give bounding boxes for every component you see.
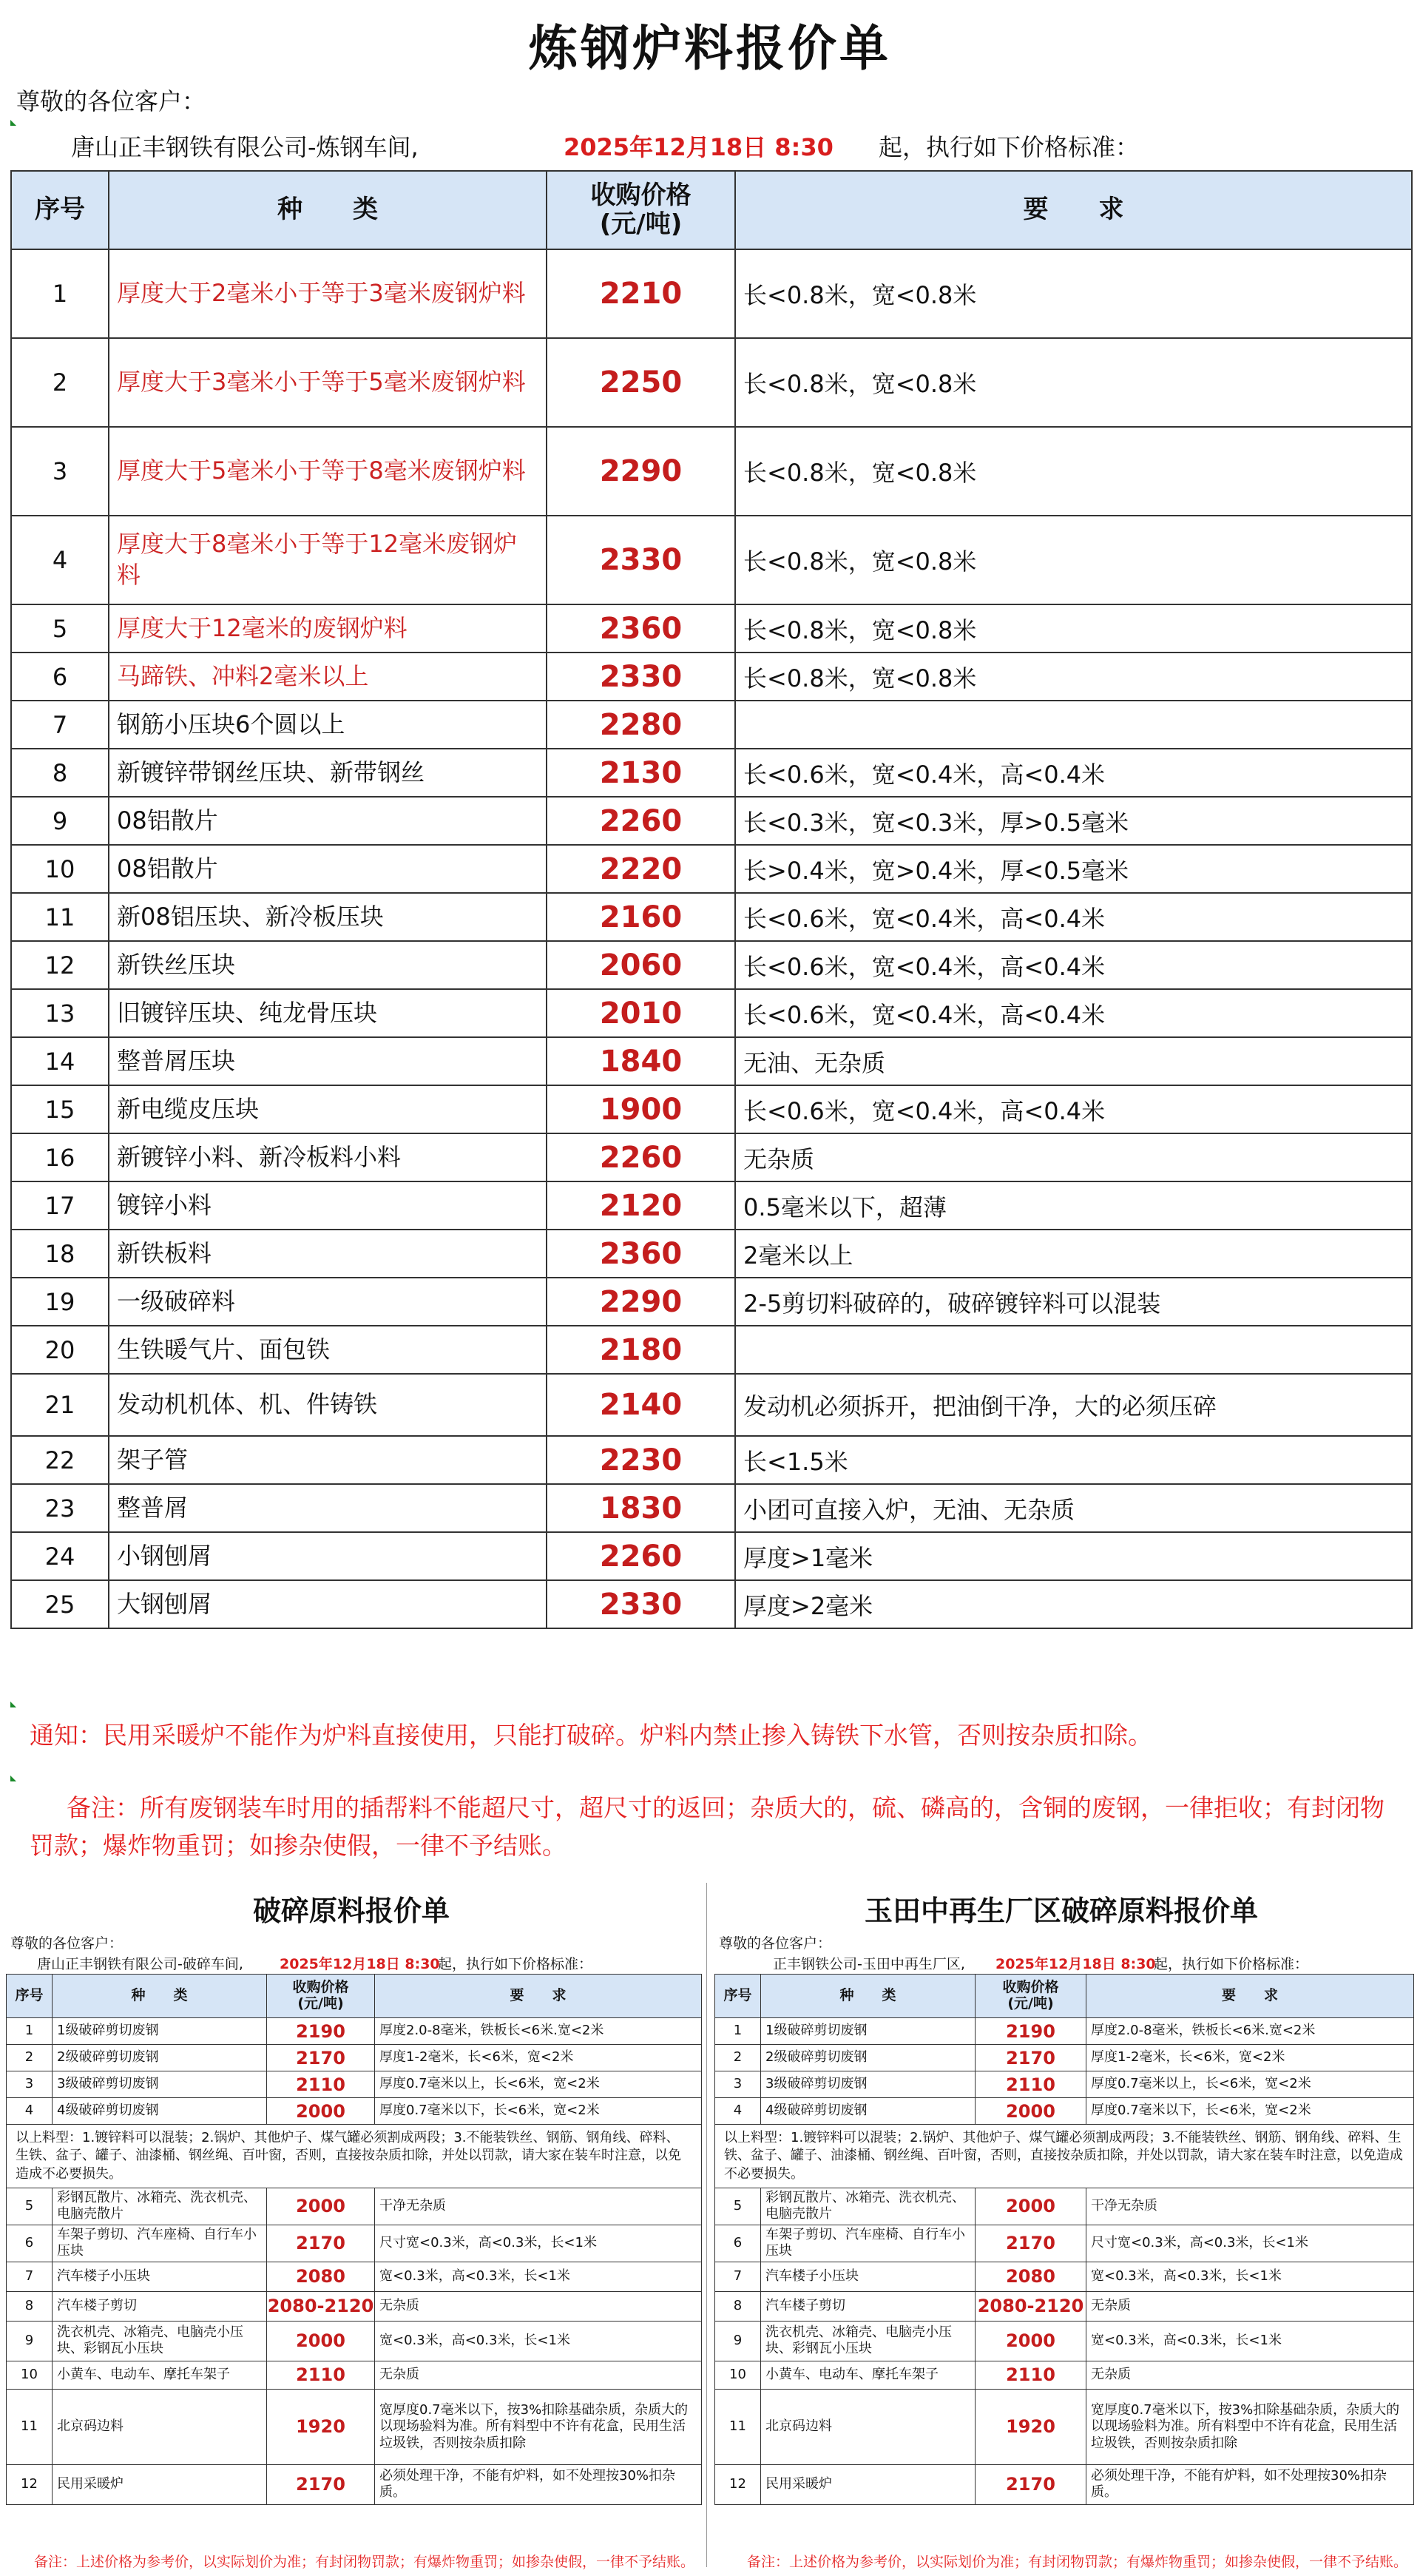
requirement-text: 必须处理干净，不能有炉料，如不处理按30%扣杂质。 — [1086, 2464, 1414, 2504]
price-value: 2360 — [547, 604, 735, 653]
table-row — [11, 1436, 1412, 1484]
requirement-text: 宽<0.3米，高<0.3米，长<1米 — [375, 2321, 702, 2361]
table-row — [11, 797, 1412, 845]
requirement-text: 长<0.6米，宽<0.4米，高<0.4米 — [735, 989, 1412, 1037]
table-row — [11, 427, 1412, 516]
table-row — [11, 989, 1412, 1037]
requirement-text: 厚度0.7毫米以上，长<6米，宽<2米 — [375, 2071, 702, 2098]
table-row — [7, 2291, 702, 2321]
requirement-text: 长<0.6米，宽<0.4米，高<0.4米 — [735, 941, 1412, 989]
right-table-header — [715, 1975, 1414, 2018]
row-number: 12 — [715, 2464, 761, 2504]
row-number: 3 — [11, 427, 109, 516]
requirement-text: 厚度1-2毫米，长<6米，宽<2米 — [1086, 2045, 1414, 2071]
material-name: 汽车楼子剪切 — [761, 2291, 976, 2321]
requirement-text: 长<0.8米，宽<0.8米 — [735, 653, 1412, 701]
requirement-text: 无杂质 — [375, 2361, 702, 2389]
table-row — [11, 1484, 1412, 1532]
left-sheet-company: 唐山正丰钢铁有限公司-破碎车间, — [37, 1956, 243, 1972]
requirement-text: 长<0.6米，宽<0.4米，高<0.4米 — [735, 1085, 1412, 1133]
table-row — [11, 1085, 1412, 1133]
table-row — [715, 2321, 1414, 2361]
row-number: 21 — [11, 1374, 109, 1436]
requirement-text: 干净无杂质 — [375, 2188, 702, 2225]
table-row — [11, 941, 1412, 989]
row-number: 4 — [7, 2098, 53, 2125]
material-name: 08铝散片 — [109, 797, 547, 845]
material-name: 架子管 — [109, 1436, 547, 1484]
row-number: 1 — [11, 249, 109, 338]
table-row — [7, 2389, 702, 2464]
price-value: 2000 — [267, 2188, 375, 2225]
material-name: 新镀锌小料、新冷板料小料 — [109, 1133, 547, 1181]
cell-marker-icon — [10, 1702, 16, 1707]
price-value: 2170 — [976, 2464, 1086, 2504]
requirement-text: 长<0.8米，宽<0.8米 — [735, 604, 1412, 653]
price-value: 2250 — [547, 338, 735, 427]
material-name: 2级破碎剪切废钢 — [53, 2045, 267, 2071]
material-name: 马蹄铁、冲料2毫米以上 — [109, 653, 547, 701]
table-row — [715, 2018, 1414, 2045]
requirement-text: 无杂质 — [735, 1133, 1412, 1181]
requirement-text: 宽<0.3米，高<0.3米，长<1米 — [1086, 2321, 1414, 2361]
material-name: 洗衣机壳、冰箱壳、电脑壳小压块、彩钢瓦小压块 — [53, 2321, 267, 2361]
requirement-text: 0.5毫米以下，超薄 — [735, 1181, 1412, 1230]
price-value: 2110 — [267, 2071, 375, 2098]
row-number: 9 — [715, 2321, 761, 2361]
price-value: 2170 — [976, 2225, 1086, 2262]
notice-text: 通知：民用采暖炉不能作为炉料直接使用，只能打破碎。炉料内禁止掺入铸铁下水管，否则按杂质扣除。 — [30, 1721, 1152, 1750]
requirement-text: 2-5剪切料破碎的，破碎镀锌料可以混装 — [735, 1278, 1412, 1326]
row-number: 13 — [11, 989, 109, 1037]
table-row — [11, 653, 1412, 701]
effective-suffix: 起，执行如下价格标准： — [879, 133, 1140, 161]
table-row — [7, 2045, 702, 2071]
requirement-text — [735, 1326, 1412, 1374]
price-value: 2180 — [547, 1326, 735, 1374]
row-number: 5 — [7, 2188, 53, 2225]
requirement-text: 宽厚度0.7毫米以下，按3%扣除基础杂质，杂质大的以现场验料为准。所有料型中不许有花盒，民用生活垃圾铁，否则按杂质扣除 — [375, 2389, 702, 2464]
materials-note: 以上料型：1.镀锌料可以混装；2.锅炉、其他炉子、煤气罐必须割成两段；3.不能装铁丝、钢筋、钢角线、碎料、生铁、盆子、罐子、油漆桶、钢丝绳、百叶窗，否则，直接按杂质扣除，并处以罚款，请大家在装车时注意，以免造成不必要损失。 — [715, 2125, 1414, 2188]
left-sheet-title: 破碎原料报价单 — [252, 1895, 450, 1927]
right-sheet-company: 正丰钢铁公司-玉田中再生厂区, — [773, 1956, 965, 1972]
price-value: 2170 — [267, 2225, 375, 2262]
price-value: 2330 — [547, 516, 735, 604]
left-sheet-greeting: 尊敬的各位客户： — [10, 1935, 124, 1952]
table-row — [7, 2018, 702, 2045]
row-number: 14 — [11, 1037, 109, 1085]
requirement-text: 必须处理干净，不能有炉料，如不处理按30%扣杂质。 — [375, 2464, 702, 2504]
right-sheet-suffix: 起，执行如下价格标准： — [1154, 1956, 1309, 1972]
sheet-divider — [706, 1883, 707, 2567]
price-value: 2010 — [547, 989, 735, 1037]
requirement-text: 长<0.8米，宽<0.8米 — [735, 249, 1412, 338]
material-name: 整普屑压块 — [109, 1037, 547, 1085]
price-value: 2080 — [267, 2262, 375, 2291]
price-value: 2160 — [547, 893, 735, 941]
row-number: 20 — [11, 1326, 109, 1374]
table-row — [11, 1580, 1412, 1628]
row-number: 10 — [7, 2361, 53, 2389]
table-row — [11, 604, 1412, 653]
material-name: 小黄车、电动车、摩托车架子 — [761, 2361, 976, 2389]
table-row — [715, 2262, 1414, 2291]
row-number: 9 — [11, 797, 109, 845]
cell-marker-icon — [10, 120, 16, 126]
row-number: 11 — [7, 2389, 53, 2464]
price-value: 2000 — [267, 2321, 375, 2361]
requirement-text: 尺寸宽<0.3米，高<0.3米，长<1米 — [375, 2225, 702, 2262]
row-number: 19 — [11, 1278, 109, 1326]
material-name: 汽车楼子小压块 — [761, 2262, 976, 2291]
table-row — [11, 249, 1412, 338]
table-row — [11, 1532, 1412, 1580]
material-name: 4级破碎剪切废钢 — [761, 2098, 976, 2125]
table-row — [7, 2098, 702, 2125]
row-number: 2 — [7, 2045, 53, 2071]
material-name: 发动机机体、机、件铸铁 — [109, 1374, 547, 1436]
material-name: 4级破碎剪切废钢 — [53, 2098, 267, 2125]
row-number: 6 — [715, 2225, 761, 2262]
requirement-text: 干净无杂质 — [1086, 2188, 1414, 2225]
price-value: 2170 — [976, 2045, 1086, 2071]
row-number: 8 — [7, 2291, 53, 2321]
row-number: 4 — [11, 516, 109, 604]
header-price: 收购价格 (元/吨) — [267, 1975, 375, 2018]
table-row — [11, 701, 1412, 749]
row-number: 10 — [11, 845, 109, 893]
row-number: 3 — [715, 2071, 761, 2098]
left-sheet-suffix: 起，执行如下价格标准： — [438, 1956, 593, 1972]
requirement-text: 小团可直接入炉，无油、无杂质 — [735, 1484, 1412, 1532]
table-row — [7, 2262, 702, 2291]
row-number: 5 — [11, 604, 109, 653]
price-value: 2360 — [547, 1230, 735, 1278]
header-no: 序号 — [715, 1975, 761, 2018]
table-row — [7, 2188, 702, 2225]
table-row — [715, 2045, 1414, 2071]
row-number: 8 — [11, 749, 109, 797]
material-name: 车架子剪切、汽车座椅、自行车小压块 — [53, 2225, 267, 2262]
price-value: 1920 — [976, 2389, 1086, 2464]
row-number: 2 — [11, 338, 109, 427]
requirement-text: 厚度1-2毫米，长<6米，宽<2米 — [375, 2045, 702, 2071]
table-row — [11, 1326, 1412, 1374]
row-number: 4 — [715, 2098, 761, 2125]
material-name: 新08铝压块、新冷板压块 — [109, 893, 547, 941]
cell-marker-icon — [10, 1776, 16, 1781]
table-row — [715, 2188, 1414, 2225]
material-name: 整普屑 — [109, 1484, 547, 1532]
price-value: 2220 — [547, 845, 735, 893]
row-number: 3 — [7, 2071, 53, 2098]
table-row — [7, 2225, 702, 2262]
table-row — [7, 2321, 702, 2361]
table-row — [715, 2291, 1414, 2321]
requirement-text: 厚度0.7毫米以上，长<6米，宽<2米 — [1086, 2071, 1414, 2098]
requirement-text: 尺寸宽<0.3米，高<0.3米，长<1米 — [1086, 2225, 1414, 2262]
right-sheet-greeting: 尊敬的各位客户： — [719, 1935, 832, 1952]
table-row — [7, 2071, 702, 2098]
left-table-header — [7, 1975, 702, 2018]
requirement-text: 厚度2.0-8毫米，铁板长<6米.宽<2米 — [375, 2018, 702, 2045]
price-value: 2080 — [976, 2262, 1086, 2291]
table-row — [11, 1278, 1412, 1326]
row-number: 22 — [11, 1436, 109, 1484]
material-name: 小黄车、电动车、摩托车架子 — [53, 2361, 267, 2389]
material-name: 新铁丝压块 — [109, 941, 547, 989]
price-value: 2000 — [976, 2188, 1086, 2225]
price-value: 1920 — [267, 2389, 375, 2464]
requirement-text: 长<0.8米，宽<0.8米 — [735, 427, 1412, 516]
row-number: 25 — [11, 1580, 109, 1628]
price-value: 2290 — [547, 427, 735, 516]
requirement-text: 厚度>1毫米 — [735, 1532, 1412, 1580]
right-sheet-date: 2025年12月18日 8:30 — [995, 1956, 1156, 1972]
price-value: 2000 — [976, 2098, 1086, 2125]
price-value: 2260 — [547, 1133, 735, 1181]
material-name: 厚度大于3毫米小于等于5毫米废钢炉料 — [109, 338, 547, 427]
price-value: 2110 — [976, 2361, 1086, 2389]
requirement-text: 长<0.3米，宽<0.3米，厚>0.5毫米 — [735, 797, 1412, 845]
price-value: 2330 — [547, 653, 735, 701]
price-value: 2170 — [267, 2045, 375, 2071]
row-number: 16 — [11, 1133, 109, 1181]
price-value: 2080-2120 — [267, 2291, 375, 2321]
materials-note: 以上料型：1.镀锌料可以混装；2.锅炉、其他炉子、煤气罐必须割成两段；3.不能装铁丝、钢筋、钢角线、碎料、生铁、盆子、罐子、油漆桶、钢丝绳、百叶窗，否则，直接按杂质扣除，并处以罚款，请大家在装车时注意，以免造成不必要损失。 — [7, 2125, 702, 2188]
row-number: 1 — [7, 2018, 53, 2045]
header-type: 种 类 — [761, 1975, 976, 2018]
material-name: 北京码边料 — [761, 2389, 976, 2464]
table-row — [715, 2098, 1414, 2125]
table-row — [11, 893, 1412, 941]
requirement-text: 厚度0.7毫米以下，长<6米，宽<2米 — [1086, 2098, 1414, 2125]
remark-text: 备注：所有废钢装车时用的插帮料不能超尺寸，超尺寸的返回；杂质大的，硫、磷高的，含铜的废钢，一律拒收；有封闭物罚款；爆炸物重罚；如掺杂使假，一律不予结账。 — [30, 1793, 1384, 1861]
material-name: 彩钢瓦散片、冰箱壳、洗衣机壳、电脑壳散片 — [761, 2188, 976, 2225]
price-value: 2290 — [547, 1278, 735, 1326]
table-row — [715, 2071, 1414, 2098]
row-number: 15 — [11, 1085, 109, 1133]
material-name: 民用采暖炉 — [53, 2464, 267, 2504]
price-value: 2190 — [267, 2018, 375, 2045]
requirement-text: 宽厚度0.7毫米以下，按3%扣除基础杂质，杂质大的以现场验料为准。所有料型中不许有花盒，民用生活垃圾铁，否则按杂质扣除 — [1086, 2389, 1414, 2464]
row-number: 12 — [11, 941, 109, 989]
material-name: 1级破碎剪切废钢 — [53, 2018, 267, 2045]
table-row — [715, 2225, 1414, 2262]
row-number: 11 — [11, 893, 109, 941]
price-value: 2280 — [547, 701, 735, 749]
price-value: 2080-2120 — [976, 2291, 1086, 2321]
material-name: 3级破碎剪切废钢 — [53, 2071, 267, 2098]
price-value: 2000 — [267, 2098, 375, 2125]
row-number: 7 — [7, 2262, 53, 2291]
requirement-text — [735, 701, 1412, 749]
right-sheet-title: 玉田中再生厂区破碎原料报价单 — [864, 1895, 1258, 1927]
requirement-text: 无油、无杂质 — [735, 1037, 1412, 1085]
price-value: 2110 — [976, 2071, 1086, 2098]
header-price: 收购价格 (元/吨) — [547, 171, 735, 249]
material-name: 厚度大于2毫米小于等于3毫米废钢炉料 — [109, 249, 547, 338]
row-number: 18 — [11, 1230, 109, 1278]
material-name: 大钢刨屑 — [109, 1580, 547, 1628]
material-name: 彩钢瓦散片、冰箱壳、洗衣机壳、电脑壳散片 — [53, 2188, 267, 2225]
requirement-text: 厚度2.0-8毫米，铁板长<6米.宽<2米 — [1086, 2018, 1414, 2045]
requirement-text: 2毫米以上 — [735, 1230, 1412, 1278]
material-name: 小钢刨屑 — [109, 1532, 547, 1580]
header-requirement: 要 求 — [735, 171, 1412, 249]
material-name: 镀锌小料 — [109, 1181, 547, 1230]
price-value: 1830 — [547, 1484, 735, 1532]
company-name: 唐山正丰钢铁有限公司-炼钢车间, — [71, 133, 419, 161]
material-name: 生铁暖气片、面包铁 — [109, 1326, 547, 1374]
price-value: 2170 — [267, 2464, 375, 2504]
table-row — [11, 1037, 1412, 1085]
header-no: 序号 — [11, 171, 109, 249]
material-name: 钢筋小压块6个圆以上 — [109, 701, 547, 749]
requirement-text: 发动机必须拆开，把油倒干净，大的必须压碎 — [735, 1374, 1412, 1436]
header-type: 种 类 — [53, 1975, 267, 2018]
price-value: 1900 — [547, 1085, 735, 1133]
material-name: 2级破碎剪切废钢 — [761, 2045, 976, 2071]
material-name: 厚度大于5毫米小于等于8毫米废钢炉料 — [109, 427, 547, 516]
price-value: 2210 — [547, 249, 735, 338]
table-row — [11, 1230, 1412, 1278]
table-row — [11, 845, 1412, 893]
table-row — [7, 2361, 702, 2389]
price-value: 2110 — [267, 2361, 375, 2389]
table-row — [715, 2389, 1414, 2464]
requirement-text: 宽<0.3米，高<0.3米，长<1米 — [375, 2262, 702, 2291]
requirement-text: 无杂质 — [1086, 2361, 1414, 2389]
material-name: 新镀锌带钢丝压块、新带钢丝 — [109, 749, 547, 797]
material-name: 1级破碎剪切废钢 — [761, 2018, 976, 2045]
left-sheet-remark: 备注：上述价格为参考价，以实际划价为准；有封闭物罚款；有爆炸物重罚；如掺杂使假，一律不予结账。 — [34, 2554, 695, 2570]
requirement-text: 长<1.5米 — [735, 1436, 1412, 1484]
row-number: 9 — [7, 2321, 53, 2361]
price-value: 2190 — [976, 2018, 1086, 2045]
note-row — [715, 2125, 1414, 2188]
table-row — [7, 2464, 702, 2504]
material-name: 汽车楼子剪切 — [53, 2291, 267, 2321]
price-value: 2000 — [976, 2321, 1086, 2361]
table-row — [715, 2361, 1414, 2389]
price-value: 1840 — [547, 1037, 735, 1085]
header-type: 种 类 — [109, 171, 547, 249]
material-name: 汽车楼子小压块 — [53, 2262, 267, 2291]
table-row — [11, 516, 1412, 604]
price-value: 2060 — [547, 941, 735, 989]
material-name: 新铁板料 — [109, 1230, 547, 1278]
row-number: 23 — [11, 1484, 109, 1532]
price-value: 2120 — [547, 1181, 735, 1230]
table-row — [11, 1374, 1412, 1436]
material-name: 厚度大于12毫米的废钢炉料 — [109, 604, 547, 653]
row-number: 2 — [715, 2045, 761, 2071]
table-row — [11, 338, 1412, 427]
company-line — [71, 129, 419, 163]
requirement-text: 长<0.6米，宽<0.4米，高<0.4米 — [735, 749, 1412, 797]
requirement-text: 无杂质 — [375, 2291, 702, 2321]
price-table — [10, 170, 1413, 1629]
material-name: 3级破碎剪切废钢 — [761, 2071, 976, 2098]
row-number: 1 — [715, 2018, 761, 2045]
requirement-text: 厚度>2毫米 — [735, 1580, 1412, 1628]
row-number: 6 — [11, 653, 109, 701]
requirement-text: 长<0.8米，宽<0.8米 — [735, 338, 1412, 427]
requirement-text: 无杂质 — [1086, 2291, 1414, 2321]
material-name: 车架子剪切、汽车座椅、自行车小压块 — [761, 2225, 976, 2262]
material-name: 民用采暖炉 — [761, 2464, 976, 2504]
price-value: 2260 — [547, 797, 735, 845]
row-number: 6 — [7, 2225, 53, 2262]
row-number: 17 — [11, 1181, 109, 1230]
page-title: 炼钢炉料报价单 — [529, 20, 891, 77]
table-row — [715, 2464, 1414, 2504]
table-row — [11, 1181, 1412, 1230]
table-row — [11, 1133, 1412, 1181]
price-value: 2140 — [547, 1374, 735, 1436]
right-price-table — [714, 1974, 1414, 2505]
row-number: 5 — [715, 2188, 761, 2225]
header-requirement: 要 求 — [1086, 1975, 1414, 2018]
greeting: 尊敬的各位客户： — [16, 87, 206, 115]
row-number: 8 — [715, 2291, 761, 2321]
material-name: 08铝散片 — [109, 845, 547, 893]
price-table-header — [11, 171, 1412, 249]
material-name: 厚度大于8毫米小于等于12毫米废钢炉料 — [109, 516, 547, 604]
header-no: 序号 — [7, 1975, 53, 2018]
material-name: 一级破碎料 — [109, 1278, 547, 1326]
requirement-text: 厚度0.7毫米以下，长<6米，宽<2米 — [375, 2098, 702, 2125]
material-name: 北京码边料 — [53, 2389, 267, 2464]
row-number: 7 — [715, 2262, 761, 2291]
row-number: 10 — [715, 2361, 761, 2389]
material-name: 旧镀锌压块、纯龙骨压块 — [109, 989, 547, 1037]
row-number: 11 — [715, 2389, 761, 2464]
header-requirement: 要 求 — [375, 1975, 702, 2018]
price-value: 2130 — [547, 749, 735, 797]
requirement-text: 长<0.8米，宽<0.8米 — [735, 516, 1412, 604]
effective-date: 2025年12月18日 8:30 — [564, 133, 834, 161]
header-price: 收购价格 (元/吨) — [976, 1975, 1086, 2018]
left-sheet-date: 2025年12月18日 8:30 — [280, 1956, 440, 1972]
requirement-text: 长<0.6米，宽<0.4米，高<0.4米 — [735, 893, 1412, 941]
left-price-table — [6, 1974, 702, 2505]
material-name: 新电缆皮压块 — [109, 1085, 547, 1133]
material-name: 洗衣机壳、冰箱壳、电脑壳小压块、彩钢瓦小压块 — [761, 2321, 976, 2361]
table-row — [11, 749, 1412, 797]
right-sheet-remark: 备注：上述价格为参考价，以实际划价为准；有封闭物罚款；有爆炸物重罚；如掺杂使假，一律不予结账。 — [747, 2554, 1408, 2570]
requirement-text: 宽<0.3米，高<0.3米，长<1米 — [1086, 2262, 1414, 2291]
row-number: 12 — [7, 2464, 53, 2504]
row-number: 7 — [11, 701, 109, 749]
requirement-text: 长>0.4米，宽>0.4米，厚<0.5毫米 — [735, 845, 1412, 893]
row-number: 24 — [11, 1532, 109, 1580]
price-value: 2230 — [547, 1436, 735, 1484]
note-row — [7, 2125, 702, 2188]
price-value: 2330 — [547, 1580, 735, 1628]
price-value: 2260 — [547, 1532, 735, 1580]
